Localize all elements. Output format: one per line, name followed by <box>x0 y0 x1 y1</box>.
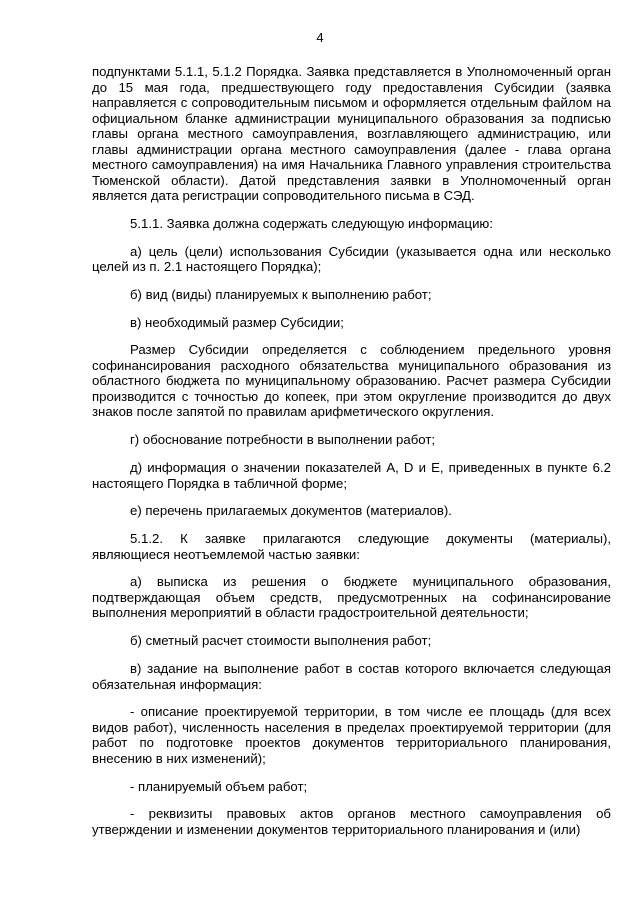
paragraph-item-d-indicators: д) информация о значении показателей A, D и E, приведенных в пункте 6.2 настоящего Порядка в табличной форме; <box>92 460 611 491</box>
paragraph-dash-legal-acts: - реквизиты правовых актов органов местного самоуправления об утверждении и изменении документов территориального планирования и (или) <box>92 806 611 837</box>
paragraph-subsidy-calculation: Размер Субсидии определяется с соблюдением предельного уровня софинансирования расходного обязательства муниципального образования из областного бюджета по муниципальному образованию. Расчет размера Субсидии производится с точностью до копеек, при этом округление производится до двух знаков после запятой по правилам арифметического округления. <box>92 342 611 420</box>
paragraph-5-1-2: 5.1.2. К заявке прилагаются следующие документы (материалы), являющиеся неотъемлемой частью заявки: <box>92 531 611 562</box>
paragraph-item-e-documents-list: е) перечень прилагаемых документов (материалов). <box>130 503 452 519</box>
paragraph-dash-territory-description: - описание проектируемой территории, в том числе ее площадь (для всех видов работ), численность населения в пределах проектируемой территории (для работ по подготовке проектов документов территориального планирования, внесению в них изменений); <box>92 704 611 766</box>
paragraph-attachment-a-budget-extract: а) выписка из решения о бюджете муниципального образования, подтверждающая объем средств, предусмотренных на софинансирование выполнения мероприятий в области градостроительной деятельности; <box>92 574 611 621</box>
paragraph-dash-work-volume: - планируемый объем работ; <box>130 778 308 794</box>
paragraph-item-a-goal: а) цель (цели) использования Субсидии (указывается одна или несколько целей из п. 2.1 настоящего Порядка); <box>92 243 611 275</box>
paragraph-attachment-b-estimate: б) сметный расчет стоимости выполнения работ; <box>130 633 432 649</box>
page-number: 4 <box>316 30 324 45</box>
paragraph-item-b-work-types: б) вид (виды) планируемых к выполнению работ; <box>130 286 432 302</box>
paragraph-intro-continuation: подпунктами 5.1.1, 5.1.2 Порядка. Заявка представляется в Уполномоченный орган до 15 мая года, предшествующего году предоставления Субсидии (заявка направляется с сопроводительным письмом и оформляется отдельным файлом на официальном бланке администрации муниципального образования за подписью главы органа местного самоуправления, возглавляющего администрацию, или главы администрации органа местного самоуправления (далее - глава органа местного самоуправления) на имя Начальника Главного управления строительства Тюменской области). Датой представления заявки в Уполномоченный орган является дата регистрации сопроводительного письма в СЭД. <box>92 64 611 203</box>
document-body <box>92 64 611 850</box>
paragraph-5-1-1: 5.1.1. Заявка должна содержать следующую информацию: <box>130 215 493 231</box>
paragraph-item-g-justification: г) обоснование потребности в выполнении работ; <box>130 432 436 448</box>
paragraph-attachment-v-task: в) задание на выполнение работ в состав которого включается следующая обязательная информация: <box>92 661 611 692</box>
paragraph-item-v-subsidy-size: в) необходимый размер Субсидии; <box>130 314 344 330</box>
